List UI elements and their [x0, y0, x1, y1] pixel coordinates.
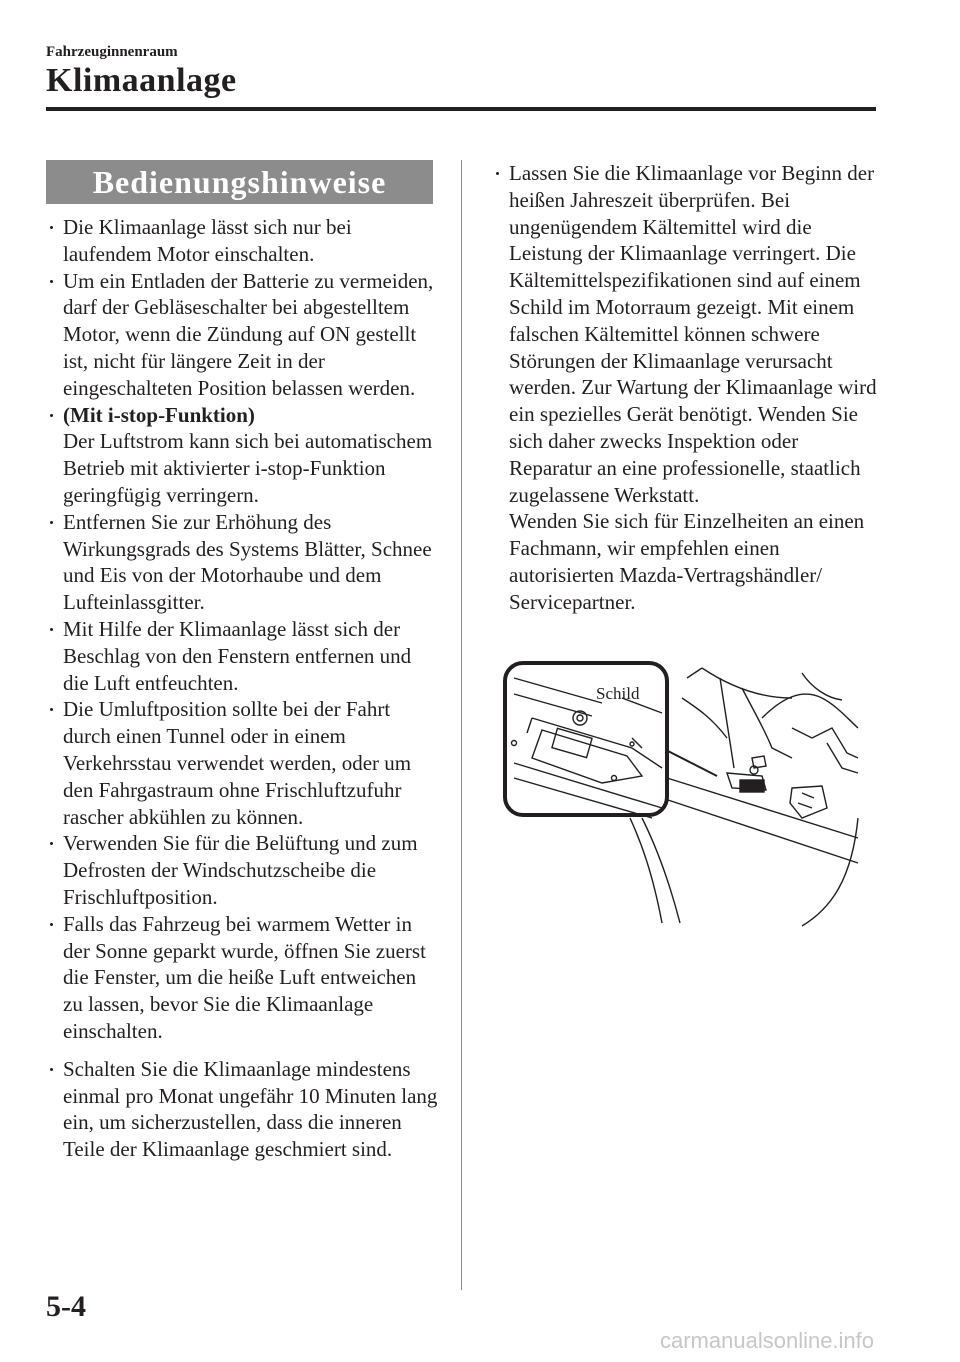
list-item-text: Verwenden Sie für die Belüftung und zum Defrosten der Windschutzscheibe die Frischluftposition. [63, 831, 418, 909]
list-item-text: Die Umluftposition sollte bei der Fahrt durch einen Tunnel oder in einem Verkehrsstau verwendet werden, oder um den Fahrgastraum ohne Frischluftzufuhr rascher abkühlen zu können. [63, 697, 412, 829]
list-item-text: Lassen Sie die Klimaanlage vor Beginn der heißen Jahreszeit überprüfen. Bei ungenügendem Kältemittel wird die Leistung der Klimaanlage verringert. Die Kältemittelspezifikationen sind auf einem Schild im Motorraum gezeigt. Mit einem falschen Kältemittel können schwere Störungen der Klimaanlage verursacht werden. Zur Wartung der Klimaanlage wird ein spezielles Gerät benötigt. Wenden Sie sich daher zwecks Inspektion oder Reparatur an eine professionelle, staatlich zugelassene Werkstatt. [509, 161, 877, 507]
bullet-icon [50, 226, 53, 229]
bullet-icon [50, 708, 53, 711]
bullet-icon [50, 280, 53, 283]
list-item [46, 830, 441, 910]
right-column [492, 160, 882, 616]
bullet-icon [50, 923, 53, 926]
page-number: 5-4 [46, 1290, 86, 1323]
column-divider [461, 160, 462, 1290]
page-title: Klimaanlage [46, 62, 237, 99]
left-bullet-list [46, 214, 441, 1163]
bullet-icon [50, 521, 53, 524]
bullet-icon [50, 628, 53, 631]
list-item-text: Der Luftstrom kann sich bei automatischem Betrieb mit aktivierter i-stop-Funktion geringfügig verringern. [63, 429, 433, 507]
list-item [46, 696, 441, 830]
list-item [46, 509, 441, 616]
list-item [46, 268, 441, 402]
engine-compartment-label-illustration-icon [502, 658, 872, 930]
list-item [46, 214, 441, 268]
list-item [46, 1056, 441, 1163]
section-heading: Bedienungshinweise [46, 160, 433, 204]
list-item-text-continued: Wenden Sie sich für Einzelheiten an einen Fachmann, wir empfehlen einen autorisierten Mazda-Vertragshändler/ Servicepartner. [509, 509, 865, 614]
list-item [492, 160, 882, 616]
bullet-icon [496, 172, 499, 175]
list-item-text: Die Klimaanlage lässt sich nur bei laufendem Motor einschalten. [63, 215, 352, 266]
watermark: carmanualsonline.info [660, 1328, 875, 1353]
list-item-text: Falls das Fahrzeug bei warmem Wetter in der Sonne geparkt wurde, öffnen Sie zuerst die Fenster, um die heiße Luft entweichen zu lassen, bevor Sie die Klimaanlage einschalten. [63, 911, 426, 1043]
engine-compartment-illustration [502, 658, 872, 930]
right-bullet-list [492, 160, 882, 616]
bullet-icon [50, 414, 53, 417]
chapter-label: Fahrzeuginnenraum [46, 44, 178, 60]
figure-label-schild: Schild [596, 684, 640, 703]
list-item [46, 402, 441, 509]
list-item-text: Entfernen Sie zur Erhöhung des Wirkungsgrads des Systems Blätter, Schnee und Eis von der Motorhaube und dem Lufteinlassgitter. [63, 509, 432, 615]
bullet-icon [50, 842, 53, 845]
list-item-text: Schalten Sie die Klimaanlage mindestens einmal pro Monat ungefähr 10 Minuten lang ein, um sicherzustellen, dass die inneren Teile der Klimaanlage geschmiert sind. [63, 1056, 438, 1162]
list-item-text: Mit Hilfe der Klimaanlage lässt sich der Beschlag von den Fenstern entfernen und die Luft entfeuchten. [63, 616, 412, 695]
list-item-heading: (Mit i-stop-Funktion) [63, 402, 255, 427]
list-item [46, 911, 441, 1045]
header-divider [46, 107, 876, 111]
list-item-text: Um ein Entladen der Batterie zu vermeiden, darf der Gebläseschalter bei abgestelltem Motor, wenn die Zündung auf ON gestellt ist, nicht für längere Zeit in der eingeschalteten Position belassen werden. [63, 268, 434, 400]
left-column [46, 214, 441, 1163]
list-item [46, 616, 441, 696]
bullet-icon [50, 1068, 53, 1071]
